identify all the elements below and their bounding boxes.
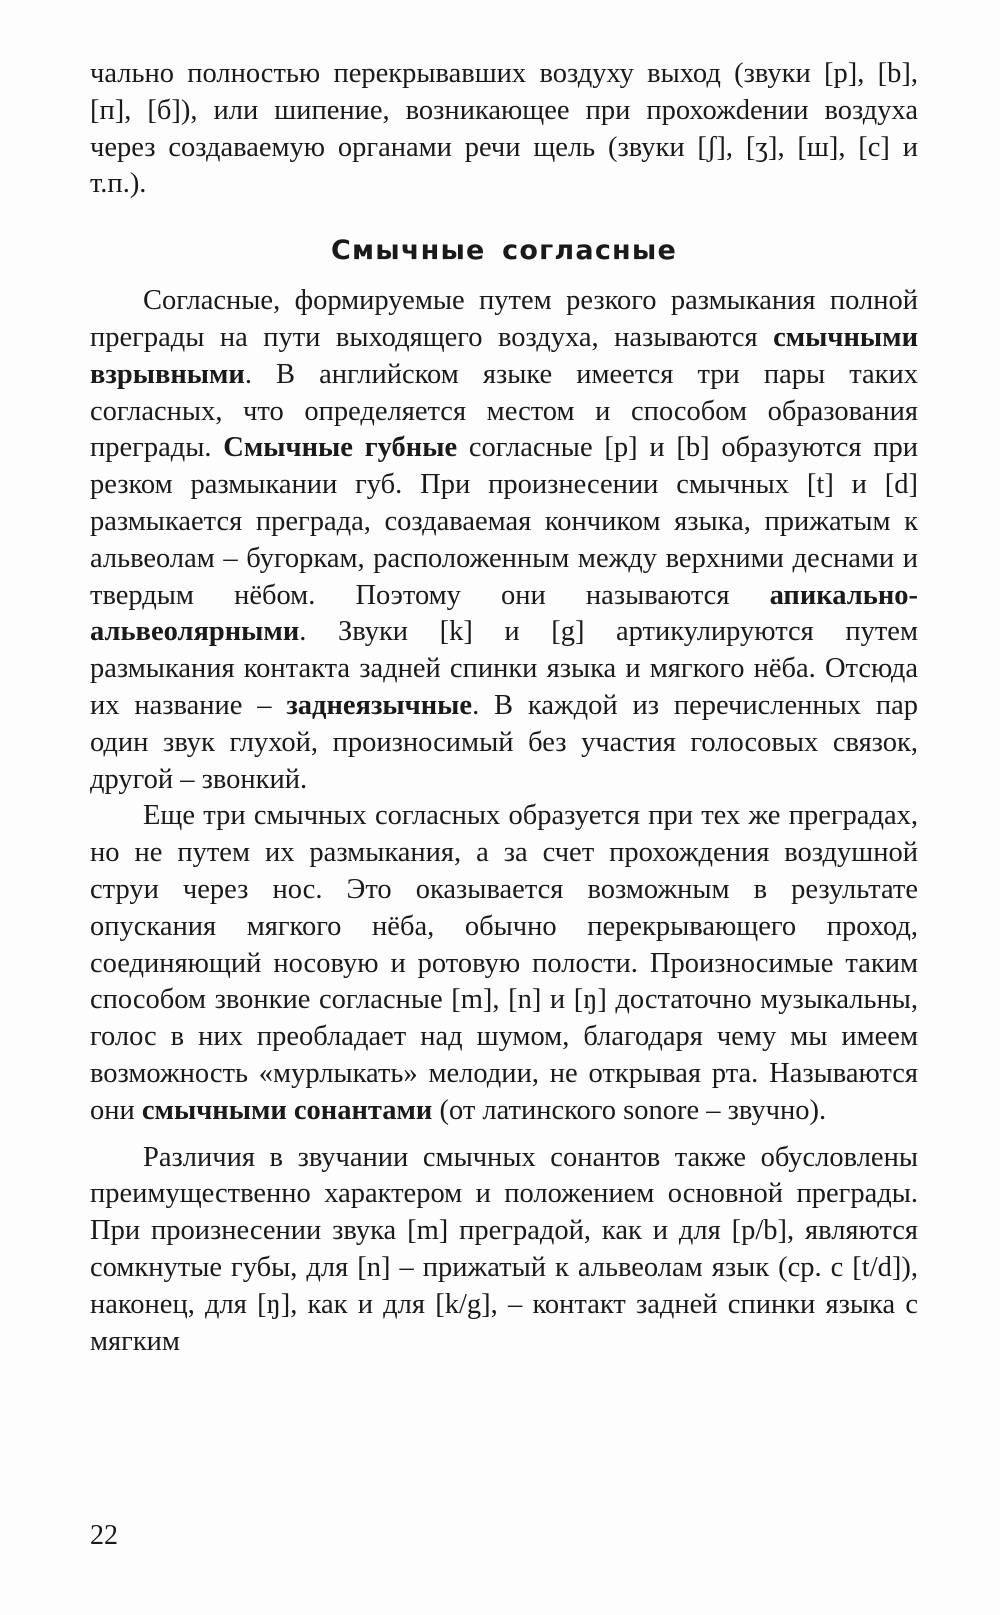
term-labial-stops: Смычные губные [223, 432, 458, 464]
paragraph-nasals [90, 798, 918, 1129]
p1-text-f: . В каждой из перечисленных пар один звук глухой, произносимый без участия голосовых связок, другой – звонкий. [90, 689, 919, 795]
paragraph-sonorant-differences [90, 1140, 918, 1361]
p2-text-c: (от латинского sonore – звучно). [432, 1094, 827, 1126]
section-heading: Смычные согласные [330, 235, 678, 267]
intro-paragraph [90, 56, 918, 203]
term-apical-alveolar: апикально-альвеолярными [90, 579, 918, 648]
p2-text-a: Еще три смычных согласных образуется при тех же преградах, но не путем их размыкания, а за счет прохождения воздушной струи через нос. Это оказывается возможным в результате опускания мягкого нёба, обычно перекрывающего проход, соединяющий носовую и ротовую полости. Произносимые таким способом звонкие согласные [m], [n] и [ŋ] достаточно музыкальны, голос в них преобладает над шумом, благодаря чему мы имеем возможность «мурлыкать» мелодии, не открывая рта. Называются они [90, 800, 918, 1126]
p1-text-c: . В английском языке имеется три пары таких согласных, что определяется местом и способом образования преграды. [90, 358, 918, 464]
page-number: 22 [90, 1520, 118, 1551]
p1-text-d: согласные [p] и [b] образуются при резком размыкании губ. При произнесении смычных [t] и [d] размыкается преграда, создаваемая кончиком языка, прижатым к альвеолам – бугоркам, расположенным между верхними деснами и твердым нёбом. Поэтому они называются [90, 432, 918, 611]
term-nasal-sonorants: смычными сонантами [141, 1094, 433, 1126]
term-velar: заднеязычные [286, 689, 473, 721]
p1-text-a: Согласные, формируемые путем резкого размыкания полной преграды на пути выходящего воздуха, называются [90, 285, 918, 353]
paragraph-plosives [90, 283, 918, 798]
term-plosives: смычными взрывными [90, 321, 918, 390]
intro-text: чально полностью перекрывавших воздуху выход (звуки [p], [b], [п], [б]), или шипение, возникающее при прохожdении воздуха через создаваемую органами речи щель (звуки [ʃ], [ʒ], [ш], [с] и т.п.). [90, 58, 918, 200]
p3-text: Различия в звучании смычных сонантов также обусловлены преимущественно характером и положением основной преграды. При произнесении звука [m] преградой, как и для [p/b], являются сомкнутые губы, для [n] – прижатый к альвеолам язык (ср. с [t/d]), наконец, для [ŋ], как и для [k/g], – контакт задней спинки языка с мягким [90, 1141, 918, 1357]
page-text [90, 56, 918, 1360]
p1-text-e: . Звуки [k] и [g] артикулируются путем размыкания контакта задней спинки языка и мягкого нёба. Отсюда их название – [90, 616, 918, 721]
